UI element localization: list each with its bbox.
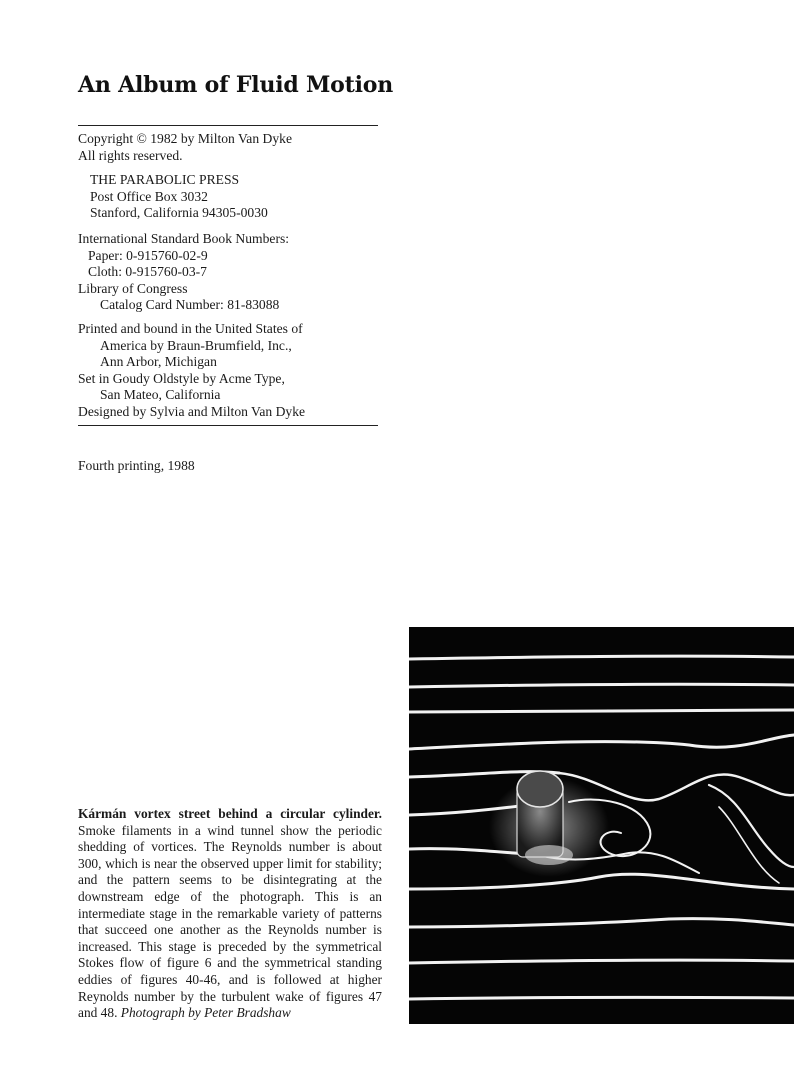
streakline-4 [409,735,794,749]
copyright-block [78,131,398,164]
streakline-10 [409,960,794,963]
printing-credits-block [78,321,398,421]
designer-line: Designed by Sylvia and Milton Van Dyke [78,403,306,419]
top-divider [78,125,378,126]
cylinder-top [517,771,563,807]
figure-caption [78,806,382,1022]
streakline-8 [409,874,794,889]
printing-note: Fourth printing, 1988 [78,458,195,473]
publisher-address-2: Stanford, California 94305-0030 [90,205,268,221]
isbn-heading: International Standard Book Numbers: [78,231,290,246]
printed-line-1: Printed and bound in the United States of [78,321,303,336]
streakline-1 [409,656,794,659]
wake-curl-3 [719,807,779,883]
streakline-2 [409,684,794,687]
library-of-congress: Library of Congress [78,280,188,296]
typeset-line-2: San Mateo, California [100,387,221,403]
catalog-card-number: Catalog Card Number: 81-83088 [100,297,280,313]
photo-credit: Photograph by Peter Bradshaw [120,1005,291,1021]
printed-line-2: America by Braun-Brumfield, Inc., [100,337,292,353]
typeset-line-1: Set in Goudy Oldstyle by Acme Type, [78,370,285,386]
publisher-name: THE PARABOLIC PRESS [90,172,240,187]
caption-body: Smoke filaments in a wind tunnel show the periodic shedding of vortices. The Reynolds number is about 300, which is near the observed upper limit for stability; and the pattern seems to be disintegrating at the downstream edge of the photograph. This is an intermediate stage in the remarkable variety of patterns that succeed one another as the Reynolds number is increased. This stage is preceded by the symmetrical Stokes flow of figure 6 and the symmetrical standing eddies of figures 40-46, and is followed at higher Reynolds number by the turbulent wake of figures 47 and 48. [78,822,382,1021]
isbn-cloth: Cloth: 0-915760-03-7 [88,264,207,280]
rights-line: All rights reserved. [78,147,183,163]
book-title: An Album of Fluid Motion [78,72,394,98]
isbn-block [78,231,398,314]
wake-curl-2 [709,785,794,867]
caption-heading: Kármán vortex street behind a circular cylinder. [78,806,382,821]
publisher-address-1: Post Office Box 3032 [90,188,208,204]
streakline-9 [409,919,794,927]
printed-line-3: Ann Arbor, Michigan [100,354,217,370]
streakline-3 [409,710,794,712]
cylinder-base-glow [525,845,573,865]
copyright-line: Copyright © 1982 by Milton Van Dyke [78,131,292,146]
bottom-divider [78,425,378,426]
publisher-block [78,172,398,222]
streakline-11 [409,997,794,999]
vortex-street-photograph [409,627,794,1024]
isbn-paper: Paper: 0-915760-02-9 [88,247,208,263]
vortex-street-illustration [409,627,794,1024]
